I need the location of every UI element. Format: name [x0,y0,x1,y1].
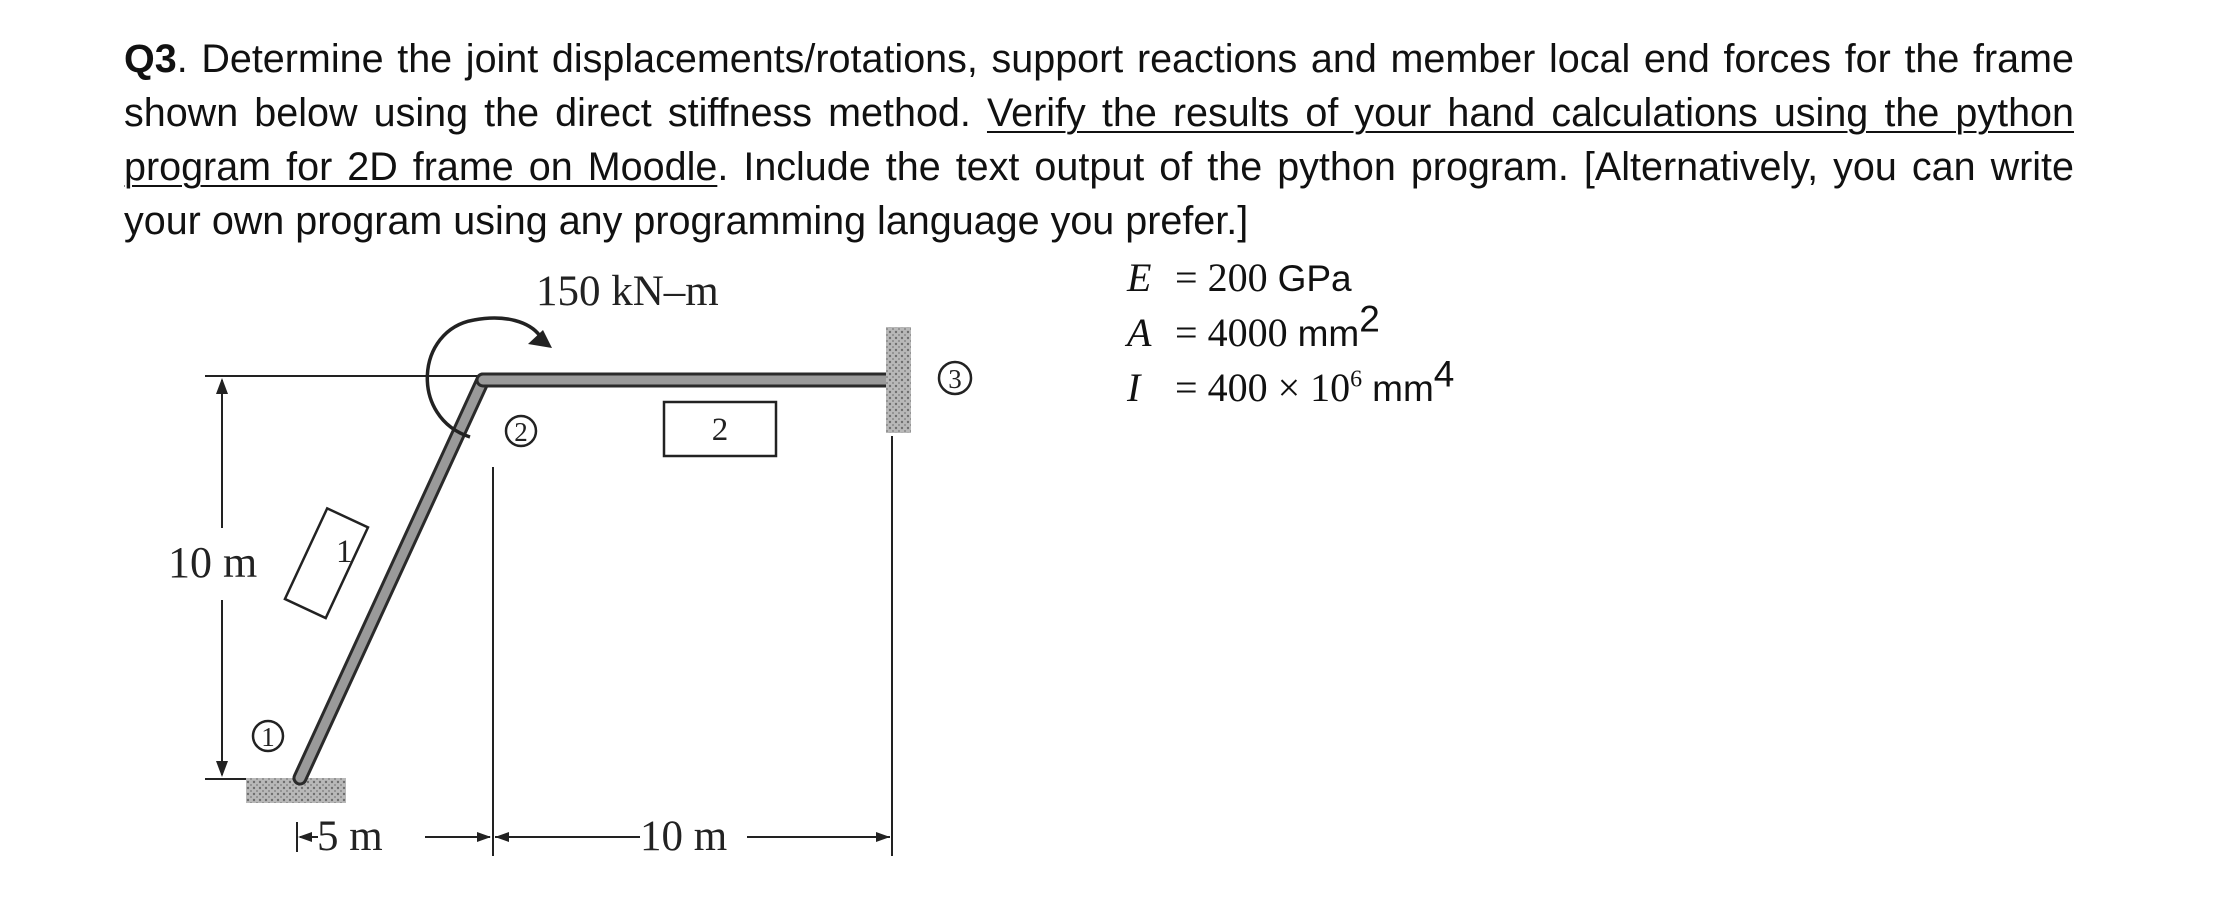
moodle-instruction-link[interactable]: Verify the results of your hand calculations using the python program for 2D frame on Moodle [124,91,2074,189]
property-a: A = 4000 $mm^2$ [1127,305,1454,360]
question-intro: . Determine the joint displacements/rotations, support reactions and member local end forces for the frame shown below using the direct stiffness method. [124,37,2074,135]
i-exponent: 4 [1433,353,1455,395]
member-2-tag [664,402,776,456]
i-unit: mm [1372,368,1434,409]
a-value: 4000 [1207,310,1288,355]
height-label: 10 m [168,538,258,587]
joint-1-label: 1 [261,722,275,752]
e-unit: GPa [1277,258,1352,299]
member-1-tag [285,508,368,618]
question-outro: . Include the text output of the python program. [Alternatively, you can write your own program using any programming language you prefer.] [124,145,2074,243]
joint-2-marker [506,416,536,447]
e-symbol: E [1127,255,1152,300]
i-power: 6 [1350,366,1363,393]
joint-3-label: 3 [948,364,962,394]
i-symbol: I [1127,365,1141,410]
e-value: 200 [1207,255,1268,300]
member-1-label: 1 [336,534,353,570]
joint-2-label: 2 [514,417,528,447]
a-unit: mm [1297,313,1360,354]
joint-1-marker [253,721,283,752]
question-label: Q3 [124,37,177,81]
width-dimensions [297,813,890,860]
property-e: E = 200 GPa [1127,250,1454,305]
a-exponent: 2 [1359,298,1380,340]
dim-left-label: 5 m [317,813,383,860]
dim-right-label: 10 m [640,813,728,860]
member-2-label: 2 [711,412,729,448]
joint-3-marker [939,362,971,394]
a-symbol: A [1127,310,1152,355]
moment-arrow-icon [528,330,552,348]
fixed-support-3 [886,327,911,433]
i-value: 400 × 10 [1207,365,1351,410]
moment-label: 150 kN–m [536,268,719,315]
property-i: $I = 400 \times 10^6$ $mm^4$ [1127,360,1454,415]
